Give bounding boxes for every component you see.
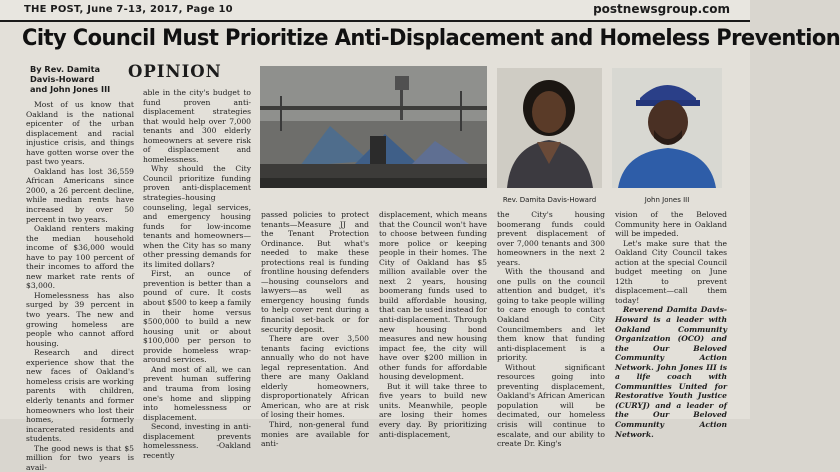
page-header xyxy=(0,0,750,22)
paragraph: There are over 3,500 tenants facing evictions annually who do not have legal representation. And there are many Oakland elderly homeowners, disproportionately African American, who are at risk of losing their homes. xyxy=(261,334,369,420)
caption-photo-2: John Jones III xyxy=(644,196,690,204)
paragraph: But it will take three to five years to build new units. Meanwhile, people are losing their homes every day. By prioritizing anti-displacement, xyxy=(379,381,487,439)
website-url: postnewsgroup.com xyxy=(593,2,730,16)
paragraph: With the thousand and one pulls on the council attention and budget, it's going to take people willing to care enough to contact Oakland City Councilmembers and let them know that funding anti-displacement is a priority. xyxy=(497,267,605,363)
paragraph: And most of all, we can prevent human suffering and trauma from losing one's home and slipping into homelessness or displacement. xyxy=(143,364,251,422)
column-3 xyxy=(261,210,369,449)
paragraph: Without significant resources going into preventing displacement, Oakland's African American population will be decimated, our homeless crisis will continue to escalate, and our ability to create Dr. King's xyxy=(497,362,605,449)
column-2 xyxy=(143,88,251,460)
paragraph: The good news is that $5 million for two years is avail- xyxy=(26,443,134,472)
portrait-john xyxy=(612,68,722,188)
portrait-damita xyxy=(497,68,602,188)
column-1 xyxy=(26,100,134,472)
byline-line-3: and John Jones III xyxy=(30,84,111,94)
column-5 xyxy=(497,210,605,449)
paragraph: First, an ounce of prevention is better than a pound of cure. It costs about $500 to keep a family in their home versus $500,000 to build a new housing unit or about $100,000 per person to provide homeless wrap-around services. xyxy=(143,269,251,365)
encampment-photo xyxy=(260,66,487,188)
author-bio: Reverend Damita Davis-Howard is a leader with Oakland Community Organization (OCO) and the Our Beloved Community Action Network. John Jones III is a life coach with Communities United for Restorative Youth Justice (CURYJ) and a leader of the Our Beloved Community Action Network. xyxy=(615,305,727,439)
paragraph: Research and direct experience show that the new faces of Oakland's homeless crisis are working parents with children, elderly tenants and former homeowners who lost their homes, formerly incarcerated residents and students. xyxy=(26,348,134,444)
paragraph: the City's housing boomerang funds could prevent displacement of over 7,000 tenants and 300 homeowners in the next 2 years. xyxy=(497,210,605,267)
paragraph: displacement, which means that the Council won't have to choose between funding more police or keeping people in their homes. The City of Oakland has $5 million available over the next 2 years, housing boomerang funds used to build affordable housing, that can be used instead for anti-displacement. Through new housing bond measures and new housing impact fee, the city will have over $200 million in other funds for affordable housing development. xyxy=(379,210,487,382)
headline: City Council Must Prioritize Anti-Displacement and Homeless Prevention xyxy=(22,26,840,51)
encampment-photo-icon xyxy=(260,66,487,188)
portrait-woman-icon xyxy=(497,68,602,188)
section-label: OPINION xyxy=(128,62,222,81)
issue-info: THE POST, June 7-13, 2017, Page 10 xyxy=(24,4,233,15)
paragraph: Most of us know that Oakland is the national epicenter of the urban displacement and racial injustice crisis, and things have gotten worse over the past two years. xyxy=(26,100,134,167)
byline xyxy=(30,64,118,94)
paragraph: Why should the City Council prioritize funding proven anti-displacement strategies–housing counseling, legal services, and emergency housing funds for low-income tenants and homeowners—when the City has so many other pressing demands for its limited dollars? xyxy=(143,164,251,269)
byline-line-2: Davis-Howard xyxy=(30,74,95,84)
paragraph: Oakland renters making the median household income of $36,000 would have to pay 100 percent of their incomes to afford the new market rate rents of $3,000. xyxy=(26,224,134,291)
portrait-man-icon xyxy=(612,68,722,188)
column-6 xyxy=(615,210,727,439)
paragraph: Homelessness has also surged by 39 percent in two years. The new and growing homeless are people who cannot afford housing. xyxy=(26,290,134,348)
paragraph: Oakland has lost 36,559 African Americans since 2000, a 26 percent decline, while median rents have increased by over 50 percent in two years. xyxy=(26,166,134,224)
byline-line-1: By Rev. Damita xyxy=(30,64,101,74)
column-4 xyxy=(379,210,487,439)
paragraph: vision of the Beloved Community here in Oakland will be impeded. xyxy=(615,210,727,239)
caption-photo-1: Rev. Damita Davis-Howard xyxy=(502,196,597,204)
paragraph: able in the city's budget to fund proven anti-displacement strategies that would help over 7,000 tenants and 300 elderly homeowners at severe risk of displacement and homelessness. xyxy=(143,88,251,164)
paragraph: Third, non-general fund monies are available for anti- xyxy=(261,420,369,449)
paragraph: Second, investing in anti-displacement prevents homelessness. -Oakland recently xyxy=(143,422,251,460)
paragraph: Let's make sure that the Oakland City Council takes action at the special Council budget meeting on June 12th to prevent displacement—call them today! xyxy=(615,238,727,305)
paragraph: passed policies to protect tenants—Measure JJ and the Tenant Protection Ordinance. But what's needed to make these protections real is funding frontline housing defenders—housing counselors and lawyers—as well as emergency housing funds to help cover rent during a financial set-back or for security deposit. xyxy=(261,210,369,334)
